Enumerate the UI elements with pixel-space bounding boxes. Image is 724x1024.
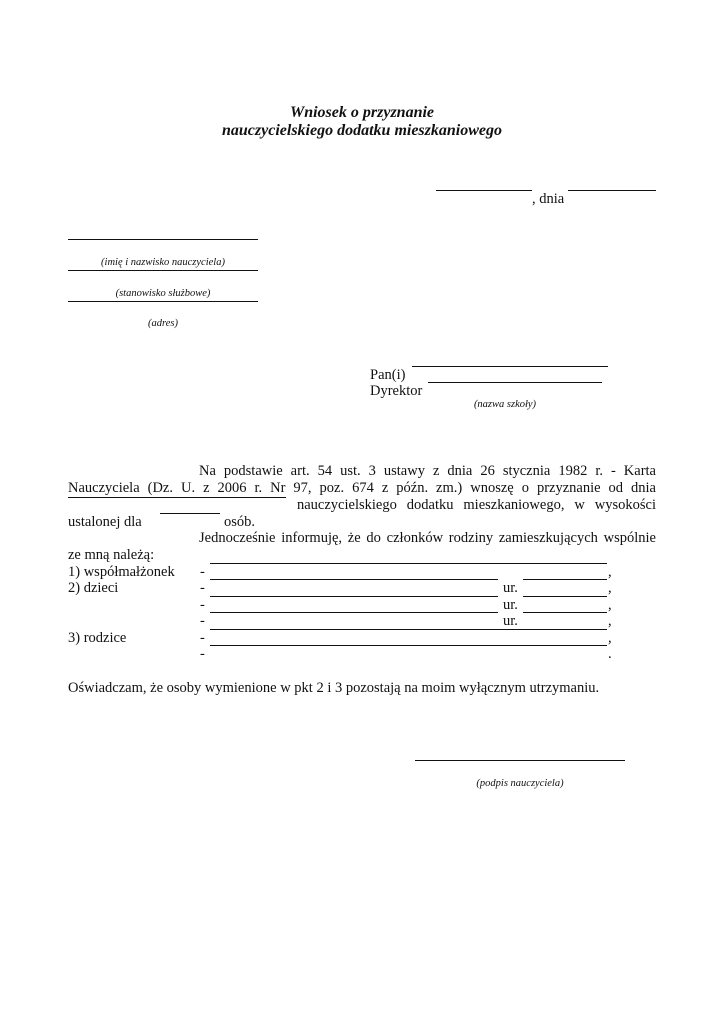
parents-label: 3) rodzice [68, 630, 127, 646]
start-date-field[interactable] [68, 497, 286, 498]
paragraph-1-line-4-start: ustalonej dla [68, 514, 142, 530]
paragraph-1-line-3: nauczycielskiego dodatku mieszkaniowego, w wysokości [297, 497, 656, 513]
parent-2-field[interactable] [210, 645, 607, 646]
child-3-name-field[interactable] [210, 612, 498, 613]
child-3-birth-field[interactable] [523, 612, 607, 613]
paragraph-2-line-2: ze mną należą: [68, 547, 155, 563]
address-caption: (adres) [148, 318, 178, 329]
signature-field[interactable] [415, 760, 625, 761]
parent-1-dash: - [200, 630, 205, 646]
children-label: 2) dzieci [68, 580, 119, 596]
child-1-comma: , [608, 580, 612, 596]
school-caption: (nazwa szkoły) [473, 399, 537, 410]
place-field[interactable] [436, 190, 532, 191]
school-field[interactable] [428, 382, 602, 383]
child-2-comma: , [608, 597, 612, 613]
form-title-line-2: nauczycielskiego dodatku mieszkaniowego [222, 122, 502, 139]
date-label: , dnia [532, 191, 565, 207]
dyrektor-label: Dyrektor [370, 383, 423, 399]
parent-2-period: . [608, 646, 612, 662]
pan-field[interactable] [412, 366, 608, 367]
parent-2-dash: - [200, 646, 205, 662]
child-3-ur-label: ur. [503, 613, 518, 629]
child-1-name-field[interactable] [210, 579, 498, 580]
child-1-dash: - [200, 580, 205, 596]
teacher-name-field[interactable] [68, 239, 258, 240]
position-field[interactable] [68, 270, 258, 271]
paragraph-1-line-1: Na podstawie art. 54 ust. 3 ustawy z dnia 26 stycznia 1982 r. - Karta [199, 463, 656, 479]
paragraph-2-line-1: Jednocześnie informuję, że do członków rodziny zamieszkujących wspólnie [199, 530, 656, 546]
child-2-ur-label: ur. [503, 597, 518, 613]
child-3-dash: - [200, 613, 205, 629]
child-1-ur-label: ur. [503, 580, 518, 596]
spouse-label: 1) współmałżonek [68, 564, 175, 580]
address-field[interactable] [68, 301, 258, 302]
paragraph-1-line-4-end: osób. [224, 514, 256, 530]
paragraph-1-line-2: Nauczyciela (Dz. U. z 2006 r. Nr 97, poz. 674 z późn. zm.) wnoszę o przyznanie od dnia [68, 480, 656, 496]
spouse-dash: - [200, 564, 205, 580]
child-2-dash: - [200, 597, 205, 613]
child-1-birth-field[interactable] [523, 579, 607, 580]
spouse-field[interactable] [210, 563, 607, 564]
spouse-comma: , [608, 564, 612, 580]
child-2-birth-field[interactable] [523, 596, 607, 597]
signature-caption: (podpis nauczyciela) [476, 778, 564, 789]
date-field[interactable] [568, 190, 656, 191]
persons-count-field[interactable] [160, 513, 220, 514]
child-2-name-field[interactable] [210, 596, 498, 597]
pan-label: Pan(i) [370, 367, 406, 383]
declaration-text: Oświadczam, że osoby wymienione w pkt 2 i 3 pozostają na moim wyłącznym utrzymaniu. [68, 680, 600, 696]
teacher-name-caption: (imię i nazwisko nauczyciela) [101, 257, 225, 268]
form-title-line-1: Wniosek o przyznanie [289, 104, 435, 121]
child-3-comma: , [608, 613, 612, 629]
position-caption: (stanowisko służbowe) [115, 288, 211, 299]
parent-1-comma: , [608, 630, 612, 646]
parent-1-field[interactable] [210, 629, 607, 630]
